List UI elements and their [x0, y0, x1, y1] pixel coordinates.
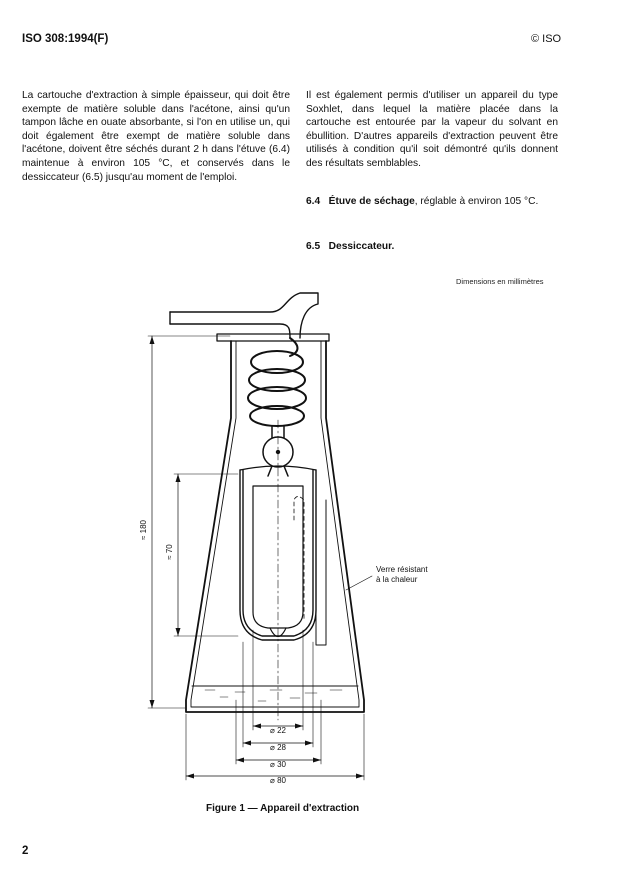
section-6-4-text: , réglable à environ 105 °C.: [414, 196, 539, 207]
dim-height-inner-label: ≈ 70: [165, 544, 174, 560]
standard-reference: ISO 308:1994(F): [22, 33, 109, 45]
section-6-5-title: Dessiccateur.: [328, 241, 395, 252]
flask-outer-wall: [186, 341, 364, 712]
dim-d80-label: ⌀ 80: [270, 776, 286, 785]
figure-caption: Figure 1 — Appareil d'extraction: [206, 803, 360, 814]
dim-d30-label: ⌀ 30: [270, 760, 286, 769]
dimensions-note: Dimensions en millimètres: [456, 277, 544, 286]
dim-d28-label: ⌀ 28: [270, 743, 286, 752]
cooling-coil: [248, 351, 306, 426]
glass-label-line2: à la chaleur: [376, 575, 418, 584]
cover-plate: [217, 334, 329, 341]
section-6-5-number: 6.5: [306, 241, 321, 252]
section-6-4-number: 6.4: [306, 196, 321, 207]
glass-label-line1: Verre résistant: [376, 565, 428, 574]
dim-d22-label: ⌀ 22: [270, 726, 286, 735]
page-number: 2: [22, 845, 29, 857]
copyright-mark: © ISO: [531, 33, 562, 45]
flask-inner-wall: [191, 341, 359, 707]
left-column-paragraph: La cartouche d'extraction à simple épaisseur, qui doit être exempte de matière soluble dans l'acétone, ainsi qu'un tampon lâche en ouate absorbante, si l'on en utilise un, qui doit également être exempt de matière soluble dans l'acétone, doivent être séchés durant 2 h dans l'étuve (6.4) maintenue à environ 105 °C, et conservés dans le dessiccateur (6.5) jusqu'au moment de l'emploi.: [22, 90, 290, 183]
right-column-paragraph: Il est également permis d'utiliser un appareil du type Soxhlet, dans lequel la matière placée dans la cartouche est entourée par la vapeur du solvant en ébullition. D'autres appareils d'extraction peuvent être utilisés à condition qu'il soit démontré qu'ils donnent des résultats semblables.: [306, 90, 558, 169]
condenser-tube: [170, 293, 318, 338]
dim-height-outer-label: ≈ 180: [139, 520, 148, 540]
glass-label-leader: [346, 576, 372, 590]
section-6-4-title: Étuve de séchage: [328, 196, 415, 207]
